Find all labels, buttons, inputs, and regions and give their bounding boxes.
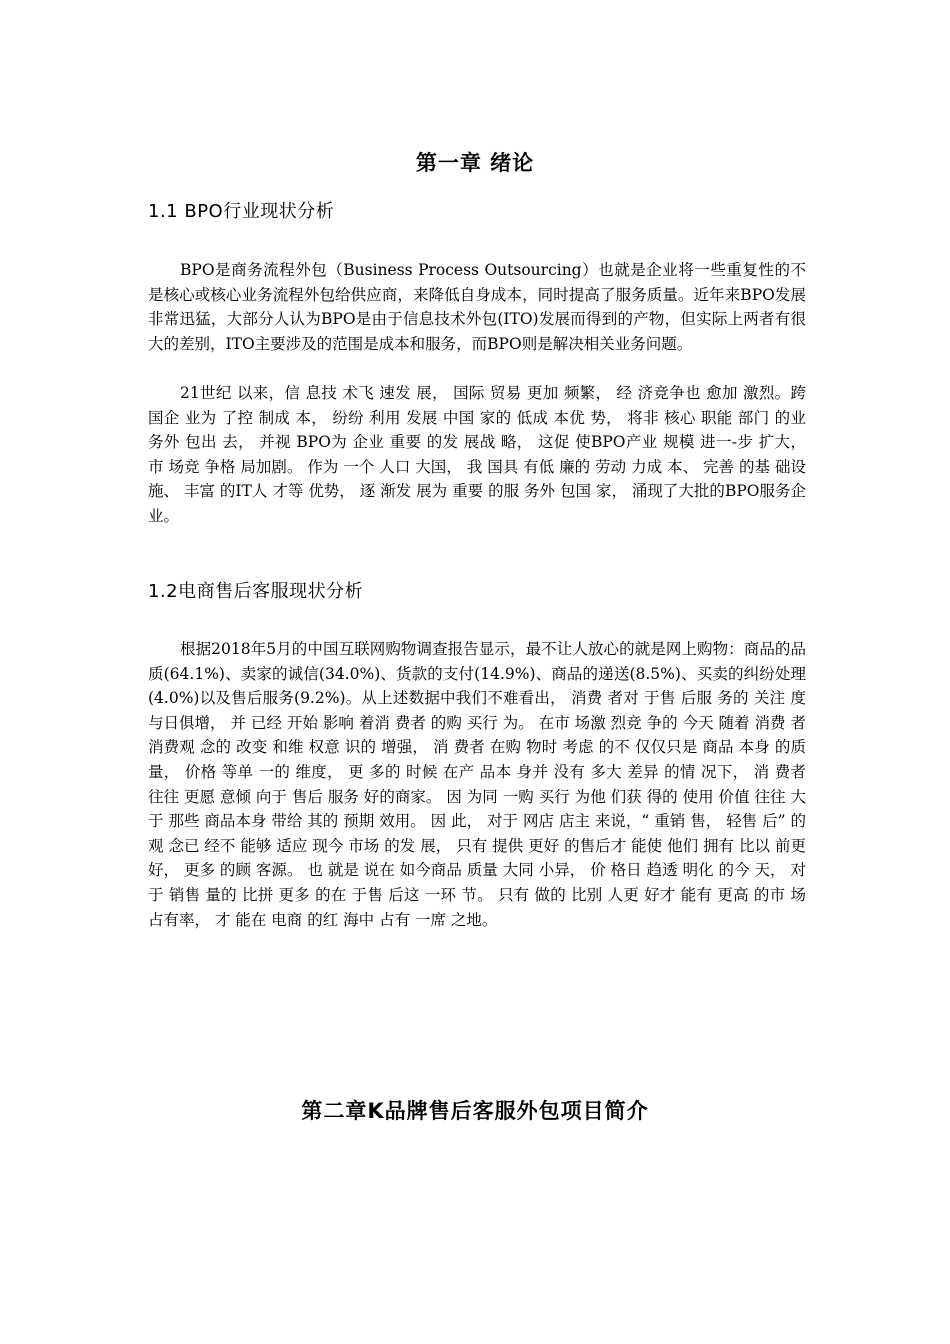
chapter-1-title: 第一章 绪论 [415,151,535,175]
section-1-1-paragraph-1: BPO是商务流程外包（Business Process Outsourcing）也就是企业将一些重复性的不是核心或核心业务流程外包给供应商，来降低自身成本，同时提高了服务质量。近年来BPO发展非常迅猛，大部分人认为BPO是由于信息技术外包(ITO)发展而得到的产物，但实际上两者有很大的差别，ITO主要涉及的范围是成本和服务，而BPO则是解决相关业务问题。 [148,261,806,353]
chapter-2-title: 第二章K品牌售后客服外包项目简介 [301,1099,649,1123]
section-1-2-title: 1.2电商售后客服现状分析 [148,581,364,602]
section-1-2-paragraph-1: 根据2018年5月的中国互联网购物调查报告显示，最不让人放心的就是网上购物：商品的品质(64.1%)、卖家的诚信(34.0%)、货款的支付(14.9%)、商品的递送(8.5%)、买卖的纠纷处理(4.0%)以及售后服务(9.2%)。从上述数据中我们不难看出， 消费 者对 于售 后服 务的 关注 度与日俱增， 并 已经 开始 影响 着消 费者 的购 买行 为。 在市 场激 烈竞 争的 今天 随着 消费 者消费观 念的 改变 和维 权意 识的 增强， 消 费者 在购 物时 考虑 的不 仅仅只是 商品 本身 的质 量， 价格 等单 一的 维度， 更 多的 时候 在产 品本 身并 没有 多大 差异 的情 况下， 消 费者 往往 更愿 意倾 向于 售后 服务 好的商家。 因 为同 一购 买行 为他 们获 得的 使用 价值 往往 大于 那些 商品本身 带给 其的 预期 效用。 因 此， 对于 网店 店主 来说，“ 重销 售， 轻售 后” 的观 念已 经不 能够 适应 现今 市场 的发 展， 只有 提供 更好 的售后才 能使 他们 拥有 比以 前更 好， 更多 的顾 客源。 也 就是 说在 如今商品 质量 大同 小异， 价 格日 趋透 明化 的今 天， 对于 销售 量的 比拼 更多 的在 于售 后这 一环 节。 只有 做的 比别 人更 好才 能有 更高 的市 场占有率， 才 能在 电商 的红 海中 占有 一席 之地。 [148,640,806,929]
section-1-1-title: 1.1 BPO行业现状分析 [148,201,335,222]
section-1-1-paragraph-2: 21世纪 以来，信 息技 术飞 速发 展， 国际 贸易 更加 频繁， 经 济竞争也 愈加 激烈。跨 国企 业为 了控 制成 本， 纷纷 利用 发展 中国 家的 低成 本优 势， 将非 核心 职能 部门 的业 务外 包出 去， 并视 BPO为 企业 重要 的发 展战 略， 这促 使BPO产业 规模 进一-步 扩大， 市 场竞 争格 局加剧。 作为 一个 人口 大国， 我 国具 有低 廉的 劳动 力成 本、 完善 的基 础设 施、 丰富 的IT人 才等 优势， 逐 渐发 展为 重要 的服 务外 包国 家， 涌现了大批的BPO服务企业。 [148,384,806,525]
